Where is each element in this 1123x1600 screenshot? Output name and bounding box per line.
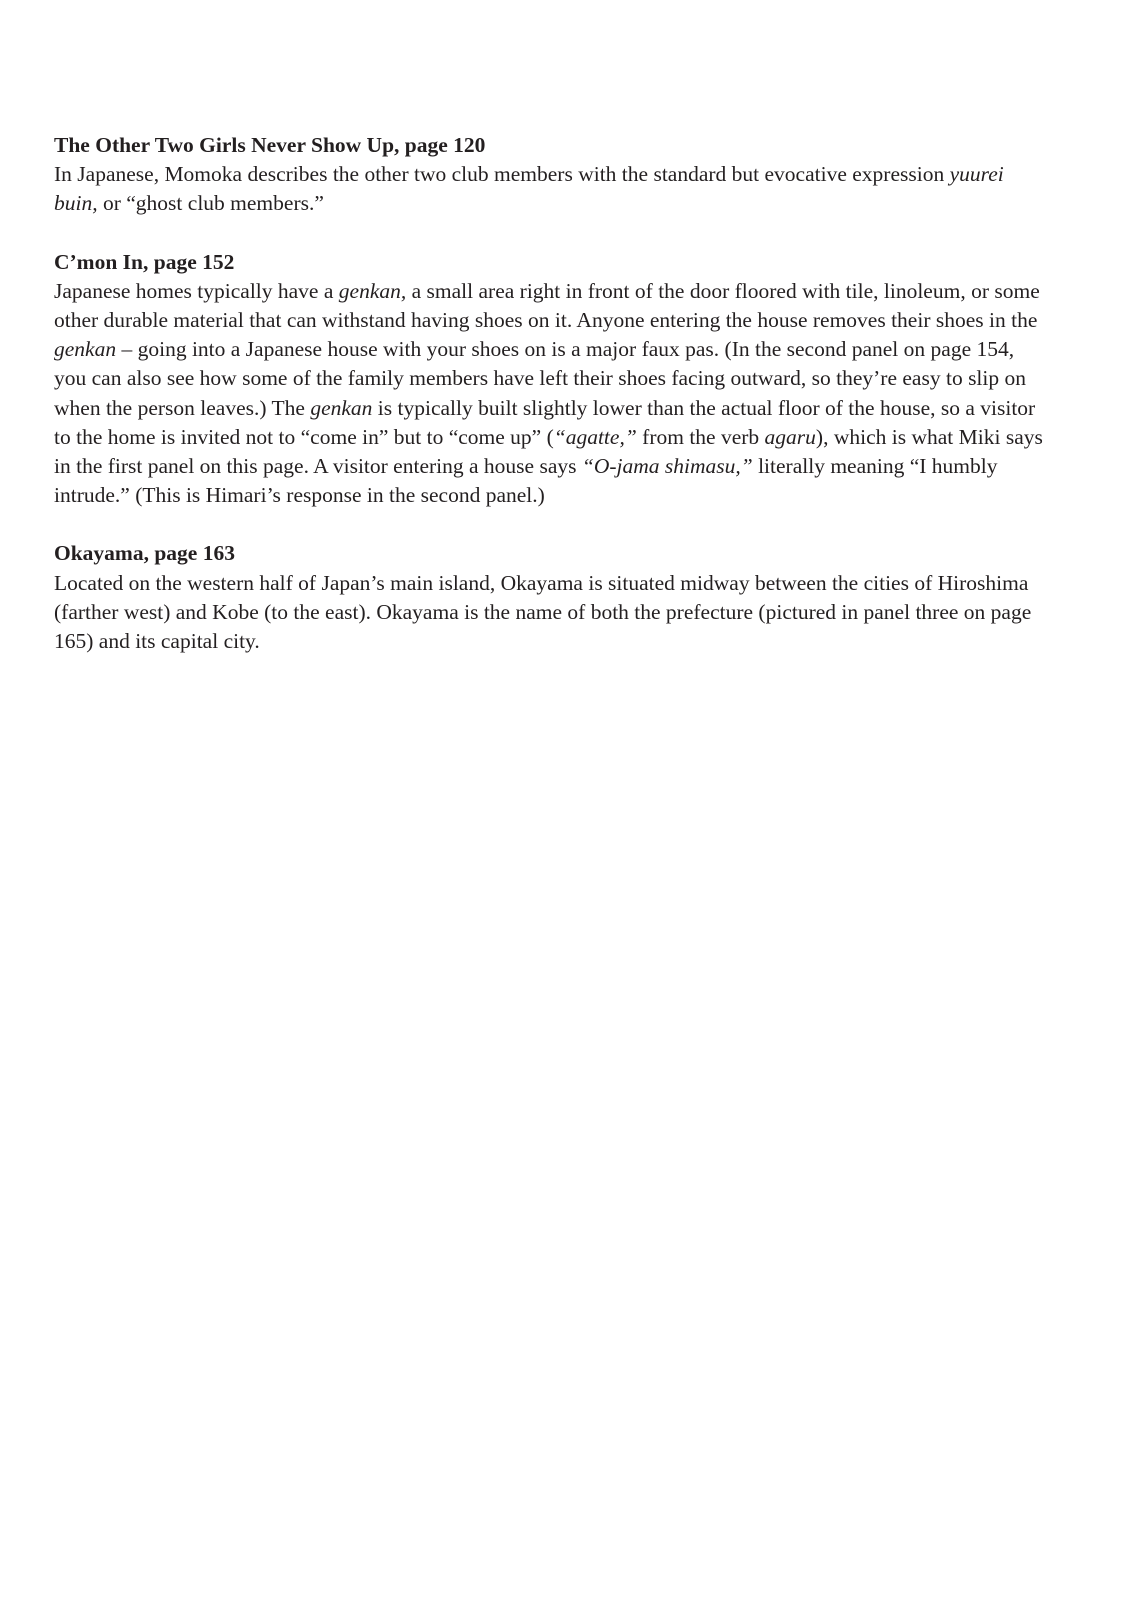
note-body [54,160,1044,218]
body-text: or “ghost club members.” [97,191,324,216]
note-title: The Other Two Girls Never Show Up, page 120 [54,133,486,157]
note-ghost-club-members [54,131,1044,219]
body-text: In Japanese, Momoka describes the other two club members with the standard but evocative expression [54,162,950,187]
note-body [54,277,1044,511]
body-text: Japanese homes typically have a [54,278,339,303]
note-body [54,569,1044,657]
note-okayama [54,539,1044,656]
translation-notes-page [54,131,1044,685]
body-text: – going into a Japanese house with your shoes on is a major faux pas. (In the second panel on page 154, you can also see how some of the family members have left their shoes facing outward, so they’re easy to slip on when the person leaves.) The [54,337,1027,420]
body-text: Located on the western half of Japan’s main island, Okayama is situated midway between the cities of Hiroshima (farther west) and Kobe (to the east). Okayama is the name of both the prefecture (pictured in panel three on page 165) and its capital city. [54,570,1032,654]
japanese-term: genkan [310,395,373,420]
body-text: ), which is what Miki says in the first panel on this page. A visitor entering a house says [54,424,1043,479]
note-title: C’mon In, page 152 [54,249,235,274]
note-genkan [54,248,1044,511]
japanese-term: genkan, [338,278,407,303]
japanese-term: “O-jama shimasu,” [581,454,753,479]
body-text: is typically built slightly lower than the actual floor of the house, so a visitor to the home is invited not to “come in” but to “come up” ( [54,395,1036,449]
japanese-term: agaru [764,424,816,449]
body-text: a small area right in front of the door floored with tile, linoleum, or some other durable material that can withstand having shoes on it. Anyone entering the house removes their shoes in the [54,278,1040,333]
japanese-term: genkan [54,337,117,362]
note-title: Okayama, page 163 [54,541,235,566]
body-text: literally meaning “I humbly intrude.” (This is Himari’s response in the second panel.) [54,454,998,508]
japanese-term: “agatte,” [553,424,637,449]
body-text: from the verb [636,424,765,449]
japanese-term: yuurei buin, [54,162,1004,216]
